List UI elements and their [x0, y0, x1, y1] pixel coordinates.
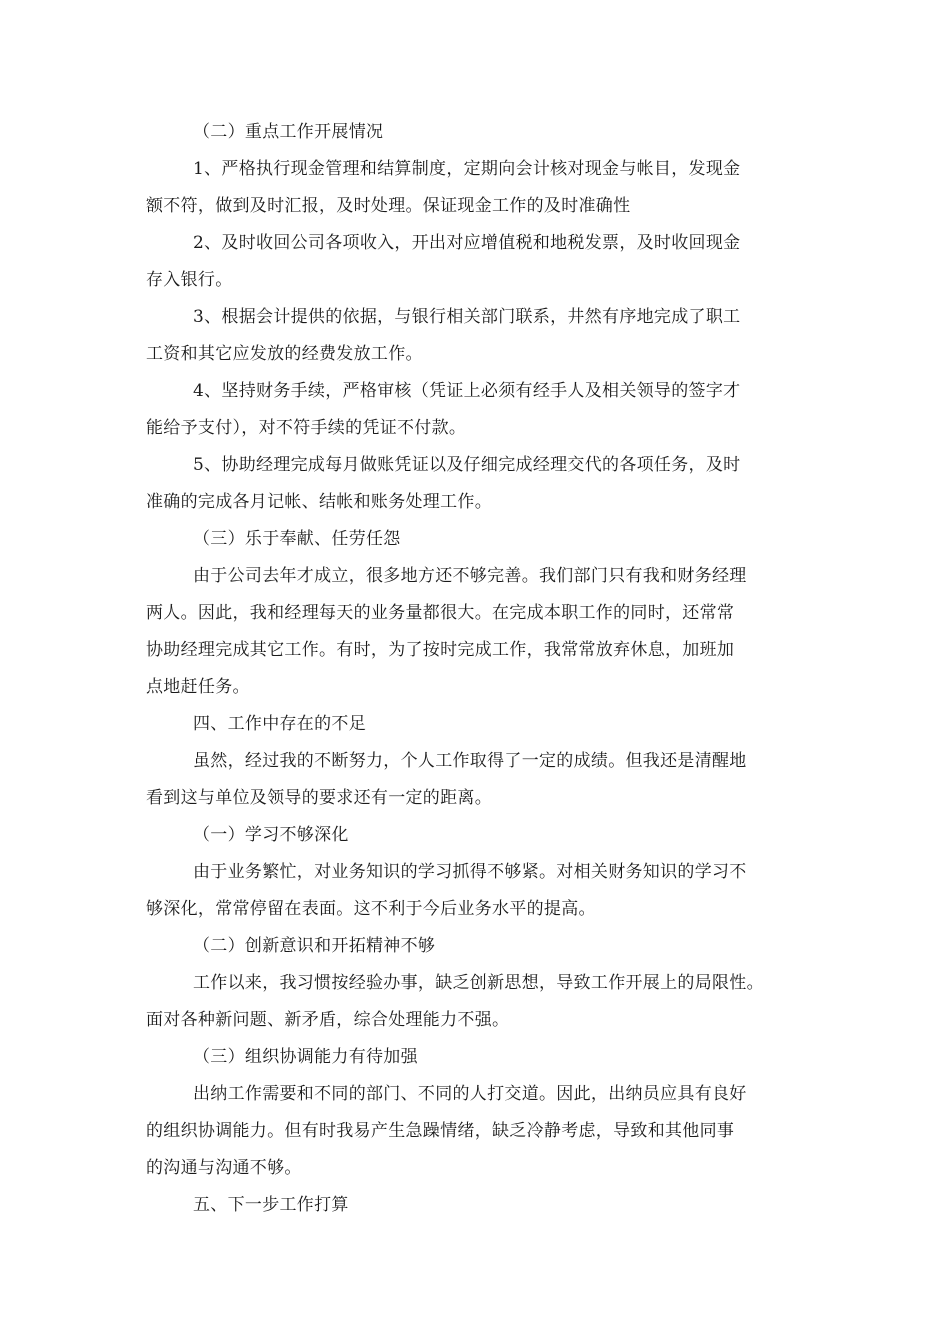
text-line: 点地赶任务。 — [146, 677, 250, 697]
document-body — [146, 120, 826, 1230]
text-line: 的组织协调能力。但有时我易产生急躁情绪，缺乏冷静考虑，导致和其他同事 — [146, 1121, 735, 1141]
text-line: （一）学习不够深化 — [193, 825, 349, 845]
text-line: 协助经理完成其它工作。有时，为了按时完成工作，我常常放弃休息，加班加 — [146, 640, 735, 660]
text-line: 的沟通与沟通不够。 — [146, 1158, 302, 1178]
text-line: 存入银行。 — [146, 270, 233, 290]
text-line: 两人。因此，我和经理每天的业务量都很大。在完成本职工作的同时，还常常 — [146, 603, 735, 623]
text-line: 额不符，做到及时汇报，及时处理。保证现金工作的及时准确性 — [146, 196, 631, 216]
text-line: 工资和其它应发放的经费发放工作。 — [146, 344, 423, 364]
text-line: 出纳工作需要和不同的部门、不同的人打交道。因此，出纳员应具有良好 — [193, 1084, 747, 1104]
text-line: （三）组织协调能力有待加强 — [193, 1047, 418, 1067]
text-line: 五、下一步工作打算 — [193, 1195, 349, 1215]
text-line: （二）创新意识和开拓精神不够 — [193, 936, 436, 956]
text-line: 准确的完成各月记帐、结帐和账务处理工作。 — [146, 492, 492, 512]
text-line: 5、协助经理完成每月做账凭证以及仔细完成经理交代的各项任务，及时 — [193, 455, 741, 475]
text-line: 4、坚持财务手续，严格审核（凭证上必须有经手人及相关领导的签字才 — [193, 381, 741, 401]
text-line: 看到这与单位及领导的要求还有一定的距离。 — [146, 788, 492, 808]
text-line: 面对各种新问题、新矛盾，综合处理能力不强。 — [146, 1010, 510, 1030]
text-line: 由于业务繁忙，对业务知识的学习抓得不够紧。对相关财务知识的学习不 — [193, 862, 747, 882]
text-line: 能给予支付），对不符手续的凭证不付款。 — [146, 418, 467, 438]
text-line: 四、工作中存在的不足 — [193, 714, 366, 734]
text-line: 虽然，经过我的不断努力，个人工作取得了一定的成绩。但我还是清醒地 — [193, 751, 747, 771]
text-line: 1、严格执行现金管理和结算制度，定期向会计核对现金与帐目，发现金 — [193, 159, 741, 179]
text-line: （三）乐于奉献、任劳任怨 — [193, 529, 401, 549]
text-line: 3、根据会计提供的依据，与银行相关部门联系，井然有序地完成了职工 — [193, 307, 741, 327]
text-line: 由于公司去年才成立，很多地方还不够完善。我们部门只有我和财务经理 — [193, 566, 747, 586]
text-line: 工作以来，我习惯按经验办事，缺乏创新思想，导致工作开展上的局限性。 — [193, 973, 764, 993]
text-line: （二）重点工作开展情况 — [193, 122, 384, 142]
text-line: 2、及时收回公司各项收入，开出对应增值税和地税发票，及时收回现金 — [193, 233, 741, 253]
text-line: 够深化，常常停留在表面。这不利于今后业务水平的提高。 — [146, 899, 596, 919]
